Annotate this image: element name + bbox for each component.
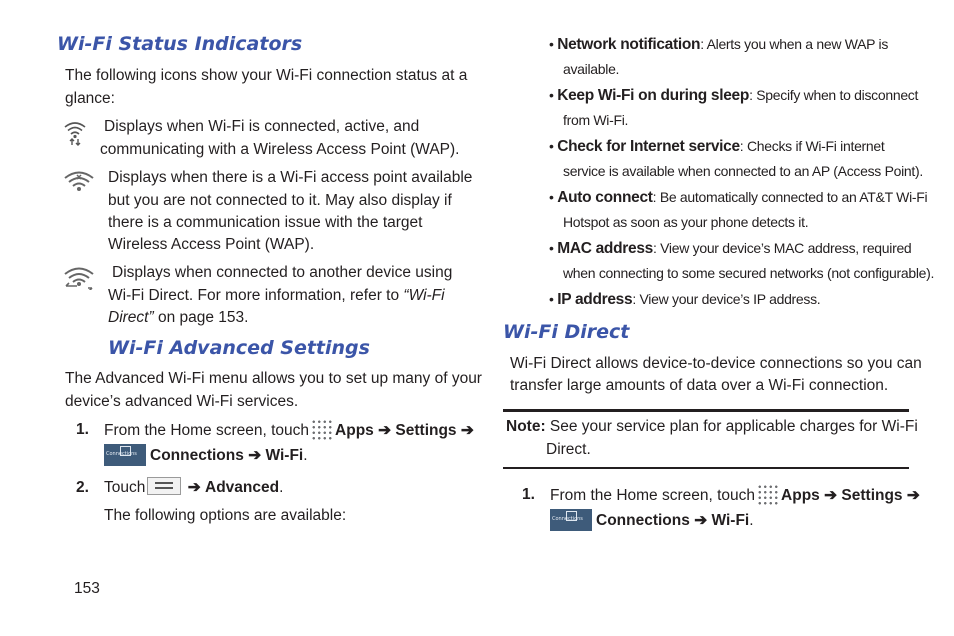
indicator-2-line-2: but you are not connected to it. May also display if <box>108 192 452 209</box>
indicator-3-page-ref: on page 153. <box>153 309 249 326</box>
status-intro-line-1: The following icons show your Wi-Fi connection status at a <box>65 67 468 84</box>
indicator-3-line-2-text: Wi-Fi Direct. For more information, refer to <box>108 287 400 304</box>
status-intro-line-2: glance: <box>65 90 115 107</box>
direct-intro-line-1: Wi-Fi Direct allows device-to-device connections so you can <box>510 355 922 372</box>
indicator-3-line-2 <box>108 285 445 308</box>
connections-icon: Connections <box>104 444 146 466</box>
apps-label: Apps <box>781 487 820 504</box>
arrow-icon: ➔ <box>694 512 708 529</box>
options-text: The following options are available: <box>104 507 347 524</box>
bullet-check-internet: • Check for Internet service: Checks if Wi-Fi internet <box>549 138 885 155</box>
indicator-3-line-1: Displays when connected to another device using <box>112 264 453 281</box>
note-top-rule <box>503 409 909 412</box>
right-step-1-line-2: Connections Connections ➔ Wi-Fi. <box>550 509 754 533</box>
left-step-2-text: Touch <box>104 479 146 496</box>
advanced-intro-line-2: device’s advanced Wi-Fi services. <box>65 393 299 410</box>
bullet-ip-address: • IP address: View your device’s IP address. <box>549 291 821 308</box>
bullet-keep-wifi-on-cont: from Wi-Fi. <box>563 112 629 128</box>
bullet-keep-wifi-on: • Keep Wi-Fi on during sleep: Specify when to disconnect <box>549 87 919 104</box>
note-line-2: Direct. <box>546 441 591 458</box>
advanced-label: Advanced <box>205 479 280 496</box>
bullet-auto-connect-cont: Hotspot as soon as your phone detects it. <box>563 214 809 230</box>
indicator-1-line-2: communicating with a Wireless Access Point (WAP). <box>100 141 460 158</box>
wifi-direct-icon <box>63 266 95 290</box>
arrow-icon: ➔ <box>187 479 201 496</box>
connections-label: Connections <box>150 447 244 464</box>
left-step-1-line-2: Connections Connections ➔ Wi-Fi. <box>104 444 308 468</box>
arrow-icon: ➔ <box>378 422 392 439</box>
note-line-1: Note: See your service plan for applicable charges for Wi-Fi <box>506 418 918 435</box>
wifi-active-icon <box>63 120 87 146</box>
bullet-network-notification-cont: available. <box>563 61 620 77</box>
apps-grid-icon <box>757 484 779 506</box>
settings-label: Settings <box>841 487 903 504</box>
bullet-check-internet-cont: service is available when connected to an AP (Access Point). <box>563 163 923 179</box>
indicator-3-line-3 <box>108 307 248 330</box>
left-step-1-text: From the Home screen, touch <box>104 422 310 439</box>
advanced-heading: Wi-Fi Advanced Settings <box>108 337 370 359</box>
indicator-2-line-1: Displays when there is a Wi-Fi access point available <box>108 169 473 186</box>
direct-heading: Wi-Fi Direct <box>503 321 630 343</box>
wifi-direct-reference-link-2[interactable]: Direct” <box>108 309 154 326</box>
direct-intro-line-2: transfer large amounts of data over a Wi-Fi connection. <box>510 377 889 394</box>
arrow-icon: ➔ <box>248 447 262 464</box>
note-bottom-rule <box>503 467 909 469</box>
advanced-intro-line-1: The Advanced Wi-Fi menu allows you to set up many of your <box>65 370 482 387</box>
left-step-2-number: 2. <box>76 479 89 496</box>
menu-icon <box>147 477 181 495</box>
indicator-2-line-3: there is a communication issue with the target <box>108 214 423 231</box>
wifi-label: Wi-Fi <box>265 447 304 464</box>
connections-icon: Connections <box>550 509 592 531</box>
bullet-network-notification: • Network notification: Alerts you when a new WAP is <box>549 36 889 53</box>
page-number: 153 <box>74 580 100 597</box>
indicator-1-line-1: Displays when Wi-Fi is connected, active, and <box>104 118 420 135</box>
bullet-auto-connect: • Auto connect: Be automatically connected to an AT&T Wi-Fi <box>549 189 928 206</box>
note-label: Note: <box>506 418 546 435</box>
indicator-2-line-4: Wireless Access Point (WAP). <box>108 236 315 253</box>
apps-grid-icon <box>311 419 333 441</box>
wifi-issue-icon <box>63 170 95 192</box>
right-step-1-number: 1. <box>522 486 535 503</box>
settings-label: Settings <box>395 422 457 439</box>
apps-label: Apps <box>335 422 374 439</box>
wifi-direct-reference-link[interactable]: “Wi-Fi <box>403 287 445 304</box>
bullet-mac-address-cont: when connecting to some secured networks (not configurable). <box>563 265 935 281</box>
arrow-icon: ➔ <box>906 487 920 504</box>
bullet-mac-address: • MAC address: View your device’s MAC address, required <box>549 240 912 257</box>
arrow-icon: ➔ <box>460 422 474 439</box>
wifi-label: Wi-Fi <box>711 512 750 529</box>
right-step-1-text: From the Home screen, touch <box>550 487 756 504</box>
status-heading: Wi-Fi Status Indicators <box>57 33 303 55</box>
right-step-1-line-1 <box>550 484 920 508</box>
connections-label: Connections <box>596 512 690 529</box>
arrow-icon: ➔ <box>824 487 838 504</box>
left-step-1-number: 1. <box>76 421 89 438</box>
left-step-2-line: Touch ➔ Advanced. <box>104 479 284 496</box>
left-step-1-line-1 <box>104 419 474 443</box>
